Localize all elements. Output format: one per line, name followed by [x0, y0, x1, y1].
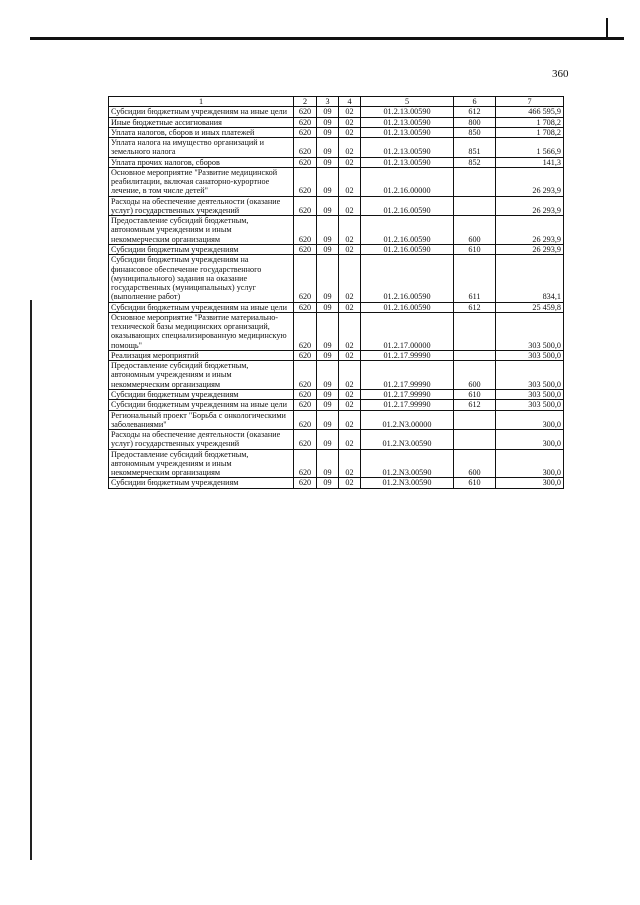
- target-article-cell: 01.2.N3.00590: [361, 449, 454, 478]
- table-row: [109, 117, 564, 127]
- section-cell: 09: [317, 167, 339, 196]
- amount-cell: 25 459,8: [496, 302, 564, 312]
- table-row: [109, 157, 564, 167]
- table-row: [109, 255, 564, 302]
- table-row: [109, 350, 564, 360]
- row-name-cell: Субсидии бюджетным учреждениям на иные цели: [109, 302, 294, 312]
- expense-type-cell: 612: [454, 302, 496, 312]
- target-article-cell: 01.2.13.00590: [361, 157, 454, 167]
- target-article-cell: 01.2.13.00590: [361, 117, 454, 127]
- amount-cell: 26 293,9: [496, 167, 564, 196]
- expense-type-cell: 850: [454, 127, 496, 137]
- expense-type-cell: 612: [454, 400, 496, 410]
- section-cell: 09: [317, 312, 339, 350]
- row-name-cell: Субсидии бюджетным учреждениям: [109, 244, 294, 254]
- table-row: [109, 302, 564, 312]
- amount-cell: 303 500,0: [496, 400, 564, 410]
- row-name-cell: Расходы на обеспечение деятельности (оказание услуг) государственных учреждений: [109, 430, 294, 450]
- expense-type-cell: 852: [454, 157, 496, 167]
- code-cell: 620: [294, 244, 317, 254]
- target-article-cell: 01.2.N3.00590: [361, 430, 454, 450]
- code-cell: 620: [294, 478, 317, 488]
- code-cell: 620: [294, 449, 317, 478]
- amount-cell: 300,0: [496, 449, 564, 478]
- target-article-cell: 01.2.16.00590: [361, 216, 454, 245]
- section-cell: 09: [317, 449, 339, 478]
- code-cell: 620: [294, 312, 317, 350]
- section-cell: 09: [317, 216, 339, 245]
- expense-type-cell: [454, 167, 496, 196]
- expense-type-cell: 611: [454, 255, 496, 302]
- section-cell: 09: [317, 361, 339, 390]
- section-cell: 09: [317, 196, 339, 216]
- section-cell: 09: [317, 157, 339, 167]
- section-cell: 09: [317, 302, 339, 312]
- scan-edge-mark: [606, 18, 608, 40]
- subsection-cell: 02: [339, 478, 361, 488]
- code-cell: 620: [294, 255, 317, 302]
- row-name-cell: Предоставление субсидий бюджетным, автономным учреждениям и иным некоммерческим организациям: [109, 449, 294, 478]
- table-row: [109, 216, 564, 245]
- amount-cell: 1 708,2: [496, 127, 564, 137]
- code-cell: 620: [294, 216, 317, 245]
- table-row: [109, 167, 564, 196]
- section-cell: 09: [317, 410, 339, 430]
- expense-type-cell: 800: [454, 117, 496, 127]
- section-cell: 09: [317, 400, 339, 410]
- expense-type-cell: [454, 410, 496, 430]
- subsection-cell: 02: [339, 167, 361, 196]
- subsection-cell: 02: [339, 117, 361, 127]
- code-cell: 620: [294, 350, 317, 360]
- code-cell: 620: [294, 361, 317, 390]
- table-row: [109, 449, 564, 478]
- row-name-cell: Уплата налогов, сборов и иных платежей: [109, 127, 294, 137]
- row-name-cell: Субсидии бюджетным учреждениям: [109, 478, 294, 488]
- column-header: 6: [454, 97, 496, 107]
- left-margin-line: [30, 300, 32, 860]
- top-border-line: [30, 37, 624, 40]
- target-article-cell: 01.2.16.00590: [361, 302, 454, 312]
- row-name-cell: Предоставление субсидий бюджетным, автономным учреждениям и иным некоммерческим организациям: [109, 216, 294, 245]
- table-row: [109, 312, 564, 350]
- row-name-cell: Расходы на обеспечение деятельности (оказание услуг) государственных учреждений: [109, 196, 294, 216]
- target-article-cell: 01.2.17.99990: [361, 389, 454, 399]
- row-name-cell: Субсидии бюджетным учреждениям на финансовое обеспечение государственного (муниципального) задания на оказание государственных (муниципальных) услуг (выполнение работ): [109, 255, 294, 302]
- expense-type-cell: 851: [454, 138, 496, 158]
- table-row: [109, 196, 564, 216]
- row-name-cell: Региональный проект "Борьба с онкологическими заболеваниями": [109, 410, 294, 430]
- section-cell: 09: [317, 244, 339, 254]
- section-cell: 09: [317, 350, 339, 360]
- table-header-row: [109, 97, 564, 107]
- section-cell: 09: [317, 430, 339, 450]
- expense-type-cell: [454, 196, 496, 216]
- subsection-cell: 02: [339, 244, 361, 254]
- column-header: 2: [294, 97, 317, 107]
- code-cell: 620: [294, 167, 317, 196]
- expense-type-cell: 610: [454, 244, 496, 254]
- expense-type-cell: 600: [454, 216, 496, 245]
- target-article-cell: 01.2.13.00590: [361, 107, 454, 117]
- subsection-cell: 02: [339, 430, 361, 450]
- target-article-cell: 01.2.13.00590: [361, 127, 454, 137]
- subsection-cell: 02: [339, 157, 361, 167]
- column-header: 7: [496, 97, 564, 107]
- amount-cell: 300,0: [496, 410, 564, 430]
- target-article-cell: 01.2.13.00590: [361, 138, 454, 158]
- target-article-cell: 01.2.17.99990: [361, 400, 454, 410]
- code-cell: 620: [294, 107, 317, 117]
- target-article-cell: 01.2.16.00000: [361, 167, 454, 196]
- code-cell: 620: [294, 157, 317, 167]
- target-article-cell: 01.2.17.99990: [361, 350, 454, 360]
- subsection-cell: 02: [339, 107, 361, 117]
- amount-cell: 300,0: [496, 430, 564, 450]
- amount-cell: 300,0: [496, 478, 564, 488]
- amount-cell: 303 500,0: [496, 312, 564, 350]
- subsection-cell: 02: [339, 138, 361, 158]
- expense-type-cell: [454, 430, 496, 450]
- row-name-cell: Основное мероприятие "Развитие медицинской реабилитации, включая санаторно-курортное лечение, в том числе детей": [109, 167, 294, 196]
- table-row: [109, 127, 564, 137]
- table-row: [109, 410, 564, 430]
- table-row: [109, 400, 564, 410]
- row-name-cell: Субсидии бюджетным учреждениям: [109, 389, 294, 399]
- row-name-cell: Реализация мероприятий: [109, 350, 294, 360]
- target-article-cell: 01.2.17.99990: [361, 361, 454, 390]
- section-cell: 09: [317, 138, 339, 158]
- target-article-cell: 01.2.16.00590: [361, 196, 454, 216]
- table-row: [109, 478, 564, 488]
- amount-cell: 303 500,0: [496, 350, 564, 360]
- subsection-cell: 02: [339, 127, 361, 137]
- expense-type-cell: [454, 312, 496, 350]
- section-cell: 09: [317, 389, 339, 399]
- amount-cell: 303 500,0: [496, 389, 564, 399]
- code-cell: 620: [294, 138, 317, 158]
- page-number: 360: [552, 68, 569, 80]
- subsection-cell: 02: [339, 255, 361, 302]
- subsection-cell: 02: [339, 449, 361, 478]
- subsection-cell: 02: [339, 312, 361, 350]
- amount-cell: 141,3: [496, 157, 564, 167]
- table-row: [109, 430, 564, 450]
- subsection-cell: 02: [339, 196, 361, 216]
- row-name-cell: Предоставление субсидий бюджетным, автономным учреждениям и иным некоммерческим организациям: [109, 361, 294, 390]
- target-article-cell: 01.2.16.00590: [361, 255, 454, 302]
- code-cell: 620: [294, 389, 317, 399]
- column-header: 1: [109, 97, 294, 107]
- subsection-cell: 02: [339, 400, 361, 410]
- code-cell: 620: [294, 127, 317, 137]
- row-name-cell: Основное мероприятие "Развитие материально-технической базы медицинских организаций, оказывающих специализированную медицинскую помощь": [109, 312, 294, 350]
- table-row: [109, 138, 564, 158]
- row-name-cell: Субсидии бюджетным учреждениям на иные цели: [109, 400, 294, 410]
- expense-type-cell: 610: [454, 389, 496, 399]
- expense-type-cell: 600: [454, 361, 496, 390]
- code-cell: 620: [294, 302, 317, 312]
- column-header: 3: [317, 97, 339, 107]
- target-article-cell: 01.2.16.00590: [361, 244, 454, 254]
- subsection-cell: 02: [339, 410, 361, 430]
- table-row: [109, 107, 564, 117]
- expense-type-cell: 612: [454, 107, 496, 117]
- subsection-cell: 02: [339, 302, 361, 312]
- section-cell: 09: [317, 478, 339, 488]
- row-name-cell: Субсидии бюджетным учреждениям на иные цели: [109, 107, 294, 117]
- section-cell: 09: [317, 107, 339, 117]
- row-name-cell: Иные бюджетные ассигнования: [109, 117, 294, 127]
- amount-cell: 834,1: [496, 255, 564, 302]
- amount-cell: 26 293,9: [496, 244, 564, 254]
- expense-type-cell: 600: [454, 449, 496, 478]
- column-header: 5: [361, 97, 454, 107]
- subsection-cell: 02: [339, 361, 361, 390]
- section-cell: 09: [317, 127, 339, 137]
- section-cell: 09: [317, 117, 339, 127]
- budget-table: [108, 96, 564, 489]
- target-article-cell: 01.2.N3.00000: [361, 410, 454, 430]
- amount-cell: 26 293,9: [496, 216, 564, 245]
- amount-cell: 466 595,9: [496, 107, 564, 117]
- section-cell: 09: [317, 255, 339, 302]
- table-row: [109, 361, 564, 390]
- target-article-cell: 01.2.N3.00590: [361, 478, 454, 488]
- row-name-cell: Уплата прочих налогов, сборов: [109, 157, 294, 167]
- code-cell: 620: [294, 430, 317, 450]
- code-cell: 620: [294, 400, 317, 410]
- subsection-cell: 02: [339, 216, 361, 245]
- amount-cell: 26 293,9: [496, 196, 564, 216]
- amount-cell: 1 708,2: [496, 117, 564, 127]
- subsection-cell: 02: [339, 350, 361, 360]
- amount-cell: 303 500,0: [496, 361, 564, 390]
- table-row: [109, 244, 564, 254]
- subsection-cell: 02: [339, 389, 361, 399]
- code-cell: 620: [294, 196, 317, 216]
- target-article-cell: 01.2.17.00000: [361, 312, 454, 350]
- row-name-cell: Уплата налога на имущество организаций и земельного налога: [109, 138, 294, 158]
- expense-type-cell: [454, 350, 496, 360]
- column-header: 4: [339, 97, 361, 107]
- expense-type-cell: 610: [454, 478, 496, 488]
- table-row: [109, 389, 564, 399]
- code-cell: 620: [294, 117, 317, 127]
- amount-cell: 1 566,9: [496, 138, 564, 158]
- code-cell: 620: [294, 410, 317, 430]
